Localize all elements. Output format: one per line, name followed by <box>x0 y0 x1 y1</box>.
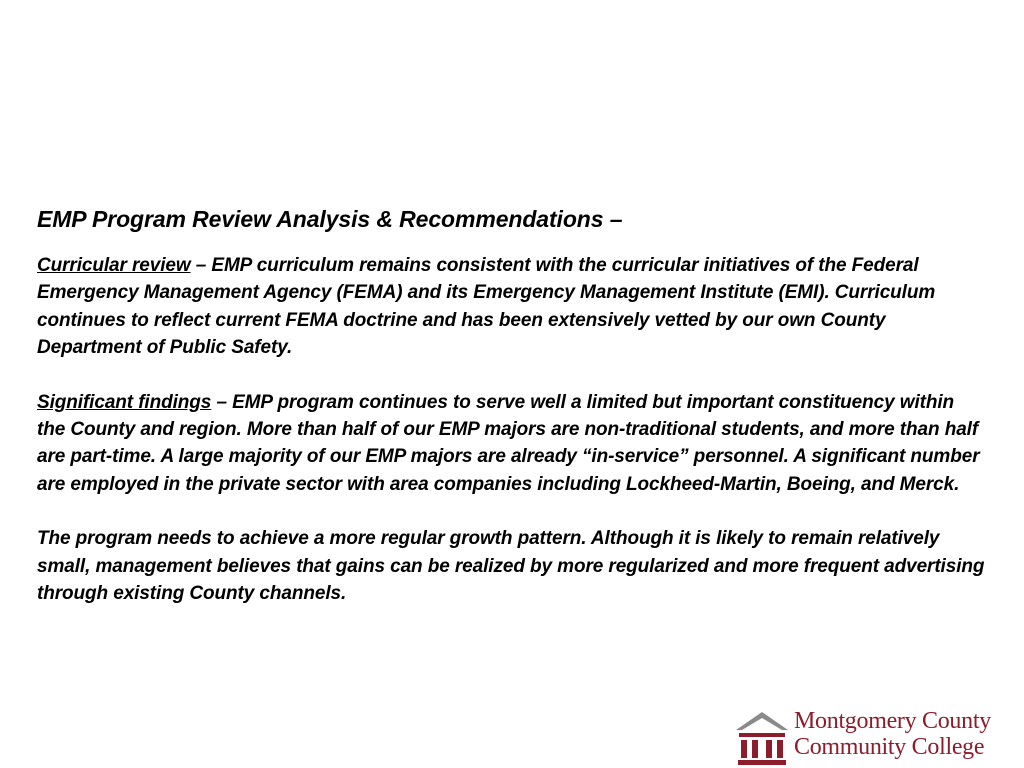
college-name-line2: Community College <box>794 734 985 760</box>
slide-content <box>37 204 987 634</box>
college-name-line1: Montgomery County <box>794 708 991 734</box>
paragraph-curricular-review <box>37 252 987 362</box>
college-building-icon <box>734 708 790 768</box>
paragraph-text: – EMP curriculum remains consistent with the curricular initiatives of the Federal Emergency Management Agency (FEMA) and its Emergency Management Institute (EMI). Curriculum continues to reflect current FEMA doctrine and has been extensively vetted by our own County Department of Public Safety. <box>37 255 936 359</box>
slide-title: EMP Program Review Analysis & Recommendations – <box>37 206 623 232</box>
paragraph-growth <box>37 525 987 607</box>
college-name <box>794 708 1024 760</box>
college-logo <box>734 708 1024 768</box>
paragraph-text: – EMP program continues to serve well a limited but important constituency within the County and region. More than half of our EMP majors are non-traditional students, and more than half are part-time. A large majority of our EMP majors are already “in-service” personnel. A significant number are employed in the private sector with area companies including Lockheed-Martin, Boeing, and Merck. <box>37 391 980 495</box>
paragraph-lead: Significant findings <box>37 391 212 413</box>
paragraph-text: The program needs to achieve a more regular growth pattern. Although it is likely to remain relatively small, management believes that gains can be realized by more regularized and more frequent advertising through existing County channels. <box>37 528 985 605</box>
paragraph-significant-findings <box>37 389 987 499</box>
paragraph-lead: Curricular review <box>37 255 191 276</box>
